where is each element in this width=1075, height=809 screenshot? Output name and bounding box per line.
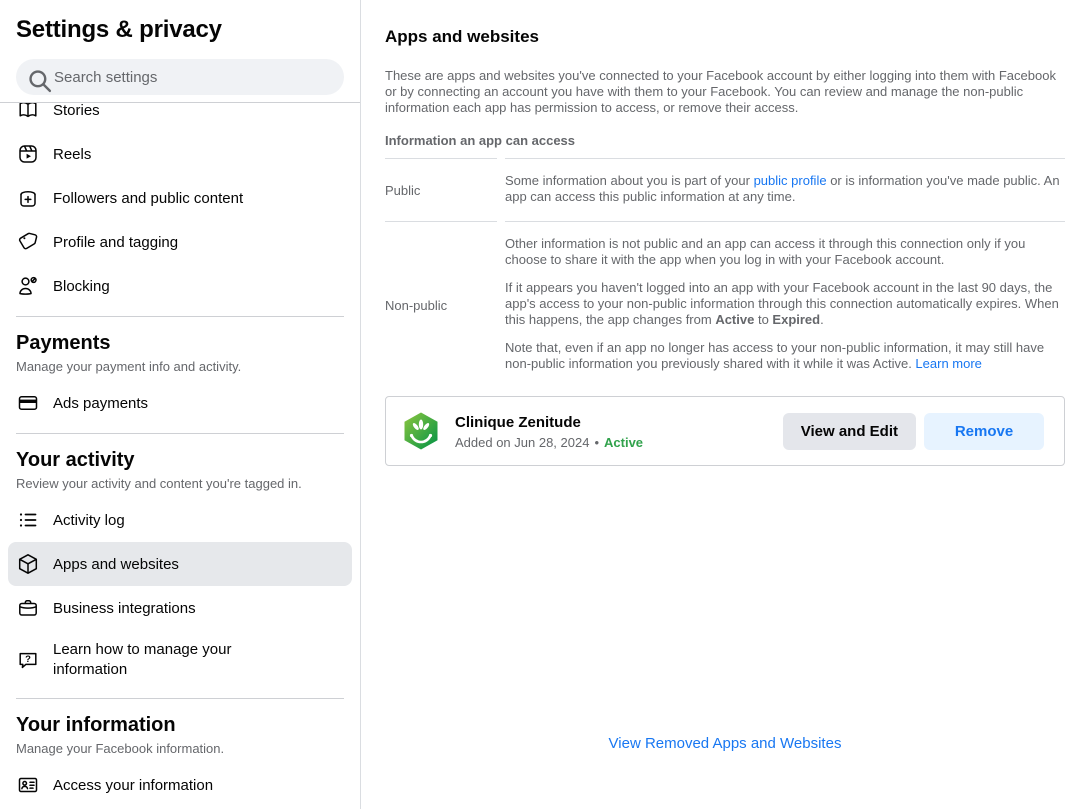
search-settings-input[interactable]: [52, 68, 332, 87]
reels-icon: [16, 142, 40, 166]
learn-more-link[interactable]: Learn more: [915, 356, 982, 371]
briefcase-icon: [16, 596, 40, 620]
sidebar-item-reels[interactable]: [8, 132, 352, 176]
sidebar-item-ads-payments[interactable]: [8, 381, 352, 425]
page-intro: These are apps and websites you've connected to your Facebook account by either logging into them with Facebook or by connecting an account you have with them to your Facebook. You can review and manage the non-public information each app has permission to access, or remove their access.: [385, 68, 1056, 115]
row-label: Public: [385, 158, 497, 221]
sidebar-item-business-integrations[interactable]: [8, 586, 352, 630]
view-removed-apps-link[interactable]: View Removed Apps and Websites: [608, 735, 842, 752]
apps-and-websites-panel: [361, 0, 1075, 809]
app-name: Clinique Zenitude: [455, 413, 581, 431]
bullet-separator: •: [594, 434, 600, 450]
non-public-paragraph-3: Note that, even if an app no longer has access to your non-public information, it may still have non-public information you previously shared with it while it was Active. Learn more: [505, 340, 1045, 371]
sidebar-item-stories[interactable]: [8, 102, 352, 132]
followers-public-content-icon: [16, 186, 40, 210]
id-card-icon: [16, 773, 40, 797]
tag-icon: [16, 230, 40, 254]
sidebar-divider: [16, 698, 344, 699]
sidebar-item-label: Apps and websites: [53, 555, 179, 573]
view-and-edit-button[interactable]: View and Edit: [783, 413, 916, 450]
app-info: [455, 413, 643, 450]
table-row-non-public: [385, 221, 1065, 388]
sidebar-item-label: Blocking: [53, 277, 110, 295]
clinique-zenitude-app-icon: [401, 411, 441, 451]
activity-log-icon: [16, 508, 40, 532]
sidebar-nav-list: [0, 102, 360, 807]
active-term: Active: [715, 312, 755, 327]
svg-text:?: ?: [25, 654, 31, 666]
connected-app-card: [385, 396, 1065, 466]
sidebar-item-access-your-information[interactable]: [8, 763, 352, 807]
footer-link-wrap: [385, 735, 1065, 753]
table-row-public: [385, 158, 1065, 221]
info-access-table: [385, 158, 1065, 388]
question-bubble-icon: [16, 648, 40, 672]
app-card-actions: [783, 413, 1044, 450]
section-subtitle: Review your activity and content you're tagged in.: [16, 476, 302, 491]
your-activity-section-header: [16, 448, 344, 492]
sidebar-title: Settings & privacy: [16, 16, 222, 43]
sidebar-divider: [16, 433, 344, 434]
payments-section-header: [16, 331, 344, 375]
sidebar-item-label: Ads payments: [53, 394, 149, 412]
sidebar-item-blocking[interactable]: [8, 264, 352, 308]
public-profile-link[interactable]: public profile: [753, 173, 827, 188]
section-heading: Your activity: [16, 449, 135, 471]
section-heading: Payments: [16, 332, 111, 354]
page-title: Apps and websites: [385, 27, 539, 46]
sidebar-item-apps-and-websites[interactable]: [8, 542, 352, 586]
blocking-icon: [16, 274, 40, 298]
sidebar-item-label: Activity log: [53, 511, 125, 529]
app-added-date: Added on Jun 28, 2024: [455, 434, 590, 450]
search-settings-box[interactable]: [16, 59, 344, 95]
sidebar-item-label: Access your information: [53, 776, 214, 794]
remove-button[interactable]: Remove: [924, 413, 1044, 450]
row-description: [505, 221, 1065, 388]
info-access-header: Information an app can access: [385, 133, 576, 148]
sidebar-item-learn-manage-information[interactable]: [8, 630, 352, 690]
cube-icon: [16, 552, 40, 576]
section-subtitle: Manage your Facebook information.: [16, 741, 225, 756]
public-text: Some information about you is part of your: [505, 173, 754, 188]
sidebar-divider: [16, 316, 344, 317]
sidebar-item-label: Learn how to manage your information: [53, 641, 232, 678]
row-label: Non-public: [385, 221, 497, 388]
row-description: [505, 158, 1065, 221]
expired-term: Expired: [772, 312, 821, 327]
sidebar-item-label: Stories: [53, 102, 100, 119]
sidebar-item-followers-public-content[interactable]: [8, 176, 352, 220]
your-information-section-header: [16, 713, 344, 757]
sidebar-item-label: Business integrations: [53, 599, 196, 617]
credit-card-icon: [16, 391, 40, 415]
section-heading: Your information: [16, 714, 176, 736]
app-meta: [455, 435, 643, 450]
sidebar-item-label: Reels: [53, 145, 92, 163]
search-icon: [28, 69, 45, 86]
settings-sidebar: [0, 0, 361, 809]
app-status-badge: Active: [604, 434, 644, 450]
public-text: or is information you've made public. An app can access this public information at any time.: [505, 173, 1060, 204]
non-public-paragraph-1: Other information is not public and an app can access it through this connection only if you choose to share it with the app when you log in with your Facebook account.: [505, 236, 1026, 267]
non-public-paragraph-2: If it appears you haven't logged into an app with your Facebook account in the last 90 days, the app's access to your non-public information through this connection automatically expires. When this happens, the app changes from Active to Expired.: [505, 280, 1059, 327]
stories-icon: [16, 102, 40, 122]
section-subtitle: Manage your payment info and activity.: [16, 359, 242, 374]
sidebar-item-label: Profile and tagging: [53, 233, 179, 251]
sidebar-item-label: Followers and public content: [53, 189, 244, 207]
sidebar-item-profile-and-tagging[interactable]: [8, 220, 352, 264]
sidebar-item-activity-log[interactable]: [8, 498, 352, 542]
